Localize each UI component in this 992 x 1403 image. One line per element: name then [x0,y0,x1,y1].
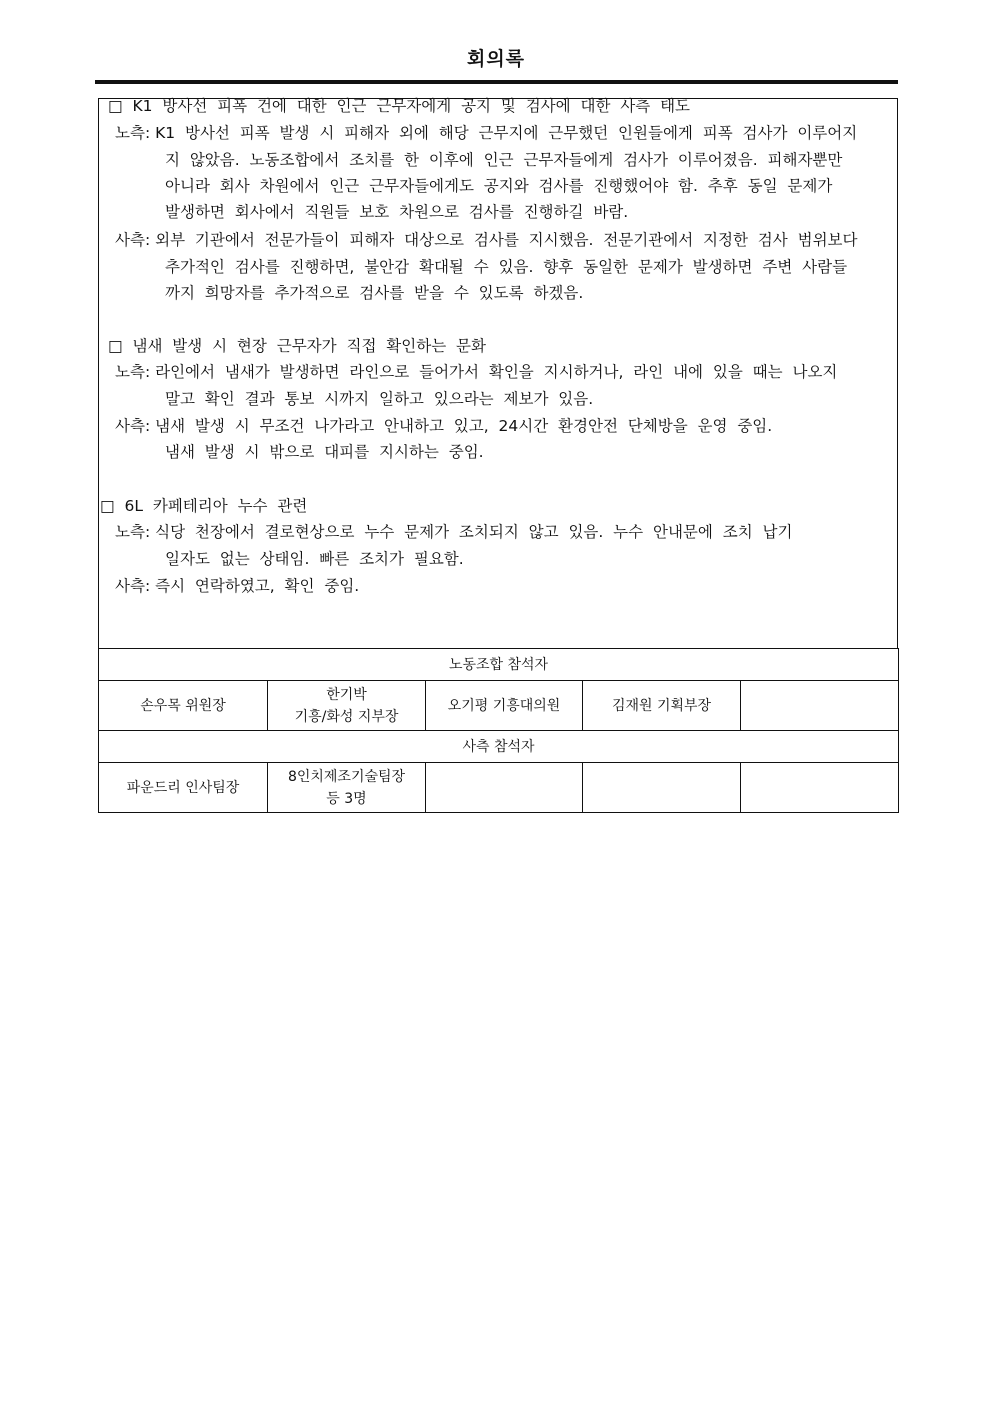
attendee-cell: 파운드리 인사팀장 [99,763,268,813]
minutes-line: 노측: 라인에서 냄새가 발생하면 라인으로 들어가서 확인을 지시하거나, 라인 내에 있을 때는 나오지 [115,363,838,381]
section-heading: □ 6L 카페테리아 누수 관련 [100,497,308,515]
attendee-cell [583,763,741,813]
company-attendees-header: 사측 참석자 [99,731,899,763]
minutes-line: 노측: 식당 천장에서 결로현상으로 누수 문제가 조치되지 않고 있음. 누수 안내문에 조치 납기 [115,523,793,541]
section-heading: □ 냄새 발생 시 현장 근무자가 직접 확인하는 문화 [108,337,486,355]
attendee-cell [741,763,899,813]
title-divider [95,80,898,84]
attendee-name: 한기박 [326,686,367,703]
attendees-table [98,648,899,813]
minutes-line: 노측: K1 방사선 피폭 발생 시 피해자 외에 해당 근무지에 근무했던 인원들에게 피폭 검사가 이루어지 [115,124,858,142]
minutes-line: 까지 희망자를 추가적으로 검사를 받을 수 있도록 하겠음. [165,284,584,302]
minutes-line: 사측: 외부 기관에서 전문가들이 피해자 대상으로 검사를 지시했음. 전문기관에서 지정한 검사 범위보다 [115,231,858,249]
minutes-line: 아니라 회사 차원에서 인근 근무자들에게도 공지와 검사를 진행했어야 함. 추후 동일 문제가 [165,177,833,195]
page-title: 회의록 [466,48,526,70]
attendee-cell [268,763,426,813]
attendee-cell: 김재원 기획부장 [583,681,741,731]
attendee-cell: 오기평 기흥대의원 [426,681,583,731]
minutes-line: 발생하면 회사에서 직원들 보호 차원으로 검사를 진행하길 바람. [165,203,629,221]
union-attendees-header: 노동조합 참석자 [99,649,899,681]
minutes-line: 추가적인 검사를 진행하면, 불안감 확대될 수 있음. 향후 동일한 문제가 발생하면 주변 사람들 [165,258,848,276]
attendee-cell [426,763,583,813]
minutes-line: 사측: 즉시 연락하였고, 확인 중임. [115,577,360,595]
attendee-title: 8인치제조기술팀장 [287,768,406,785]
attendee-cell [268,681,426,731]
minutes-line: 사측: 냄새 발생 시 무조건 나가라고 안내하고 있고, 24시간 환경안전 단체방을 운영 중임. [115,417,773,435]
attendee-cell [741,681,899,731]
section-heading: □ K1 방사선 피폭 건에 대한 인근 근무자에게 공지 및 검사에 대한 사측 태도 [108,97,691,115]
minutes-line: 지 않았음. 노동조합에서 조치를 한 이후에 인근 근무자들에게 검사가 이루어졌음. 피해자뿐만 [165,151,843,169]
minutes-line: 말고 확인 결과 통보 시까지 일하고 있으라는 제보가 있음. [165,390,594,408]
attendee-title: 기흥/화성 지부장 [294,708,399,725]
minutes-line: 일자도 없는 상태임. 빠른 조치가 필요함. [165,550,464,568]
attendee-count: 등 3명 [326,790,367,807]
attendee-cell: 손우목 위원장 [99,681,268,731]
minutes-line: 냄새 발생 시 밖으로 대피를 지시하는 중임. [165,443,484,461]
